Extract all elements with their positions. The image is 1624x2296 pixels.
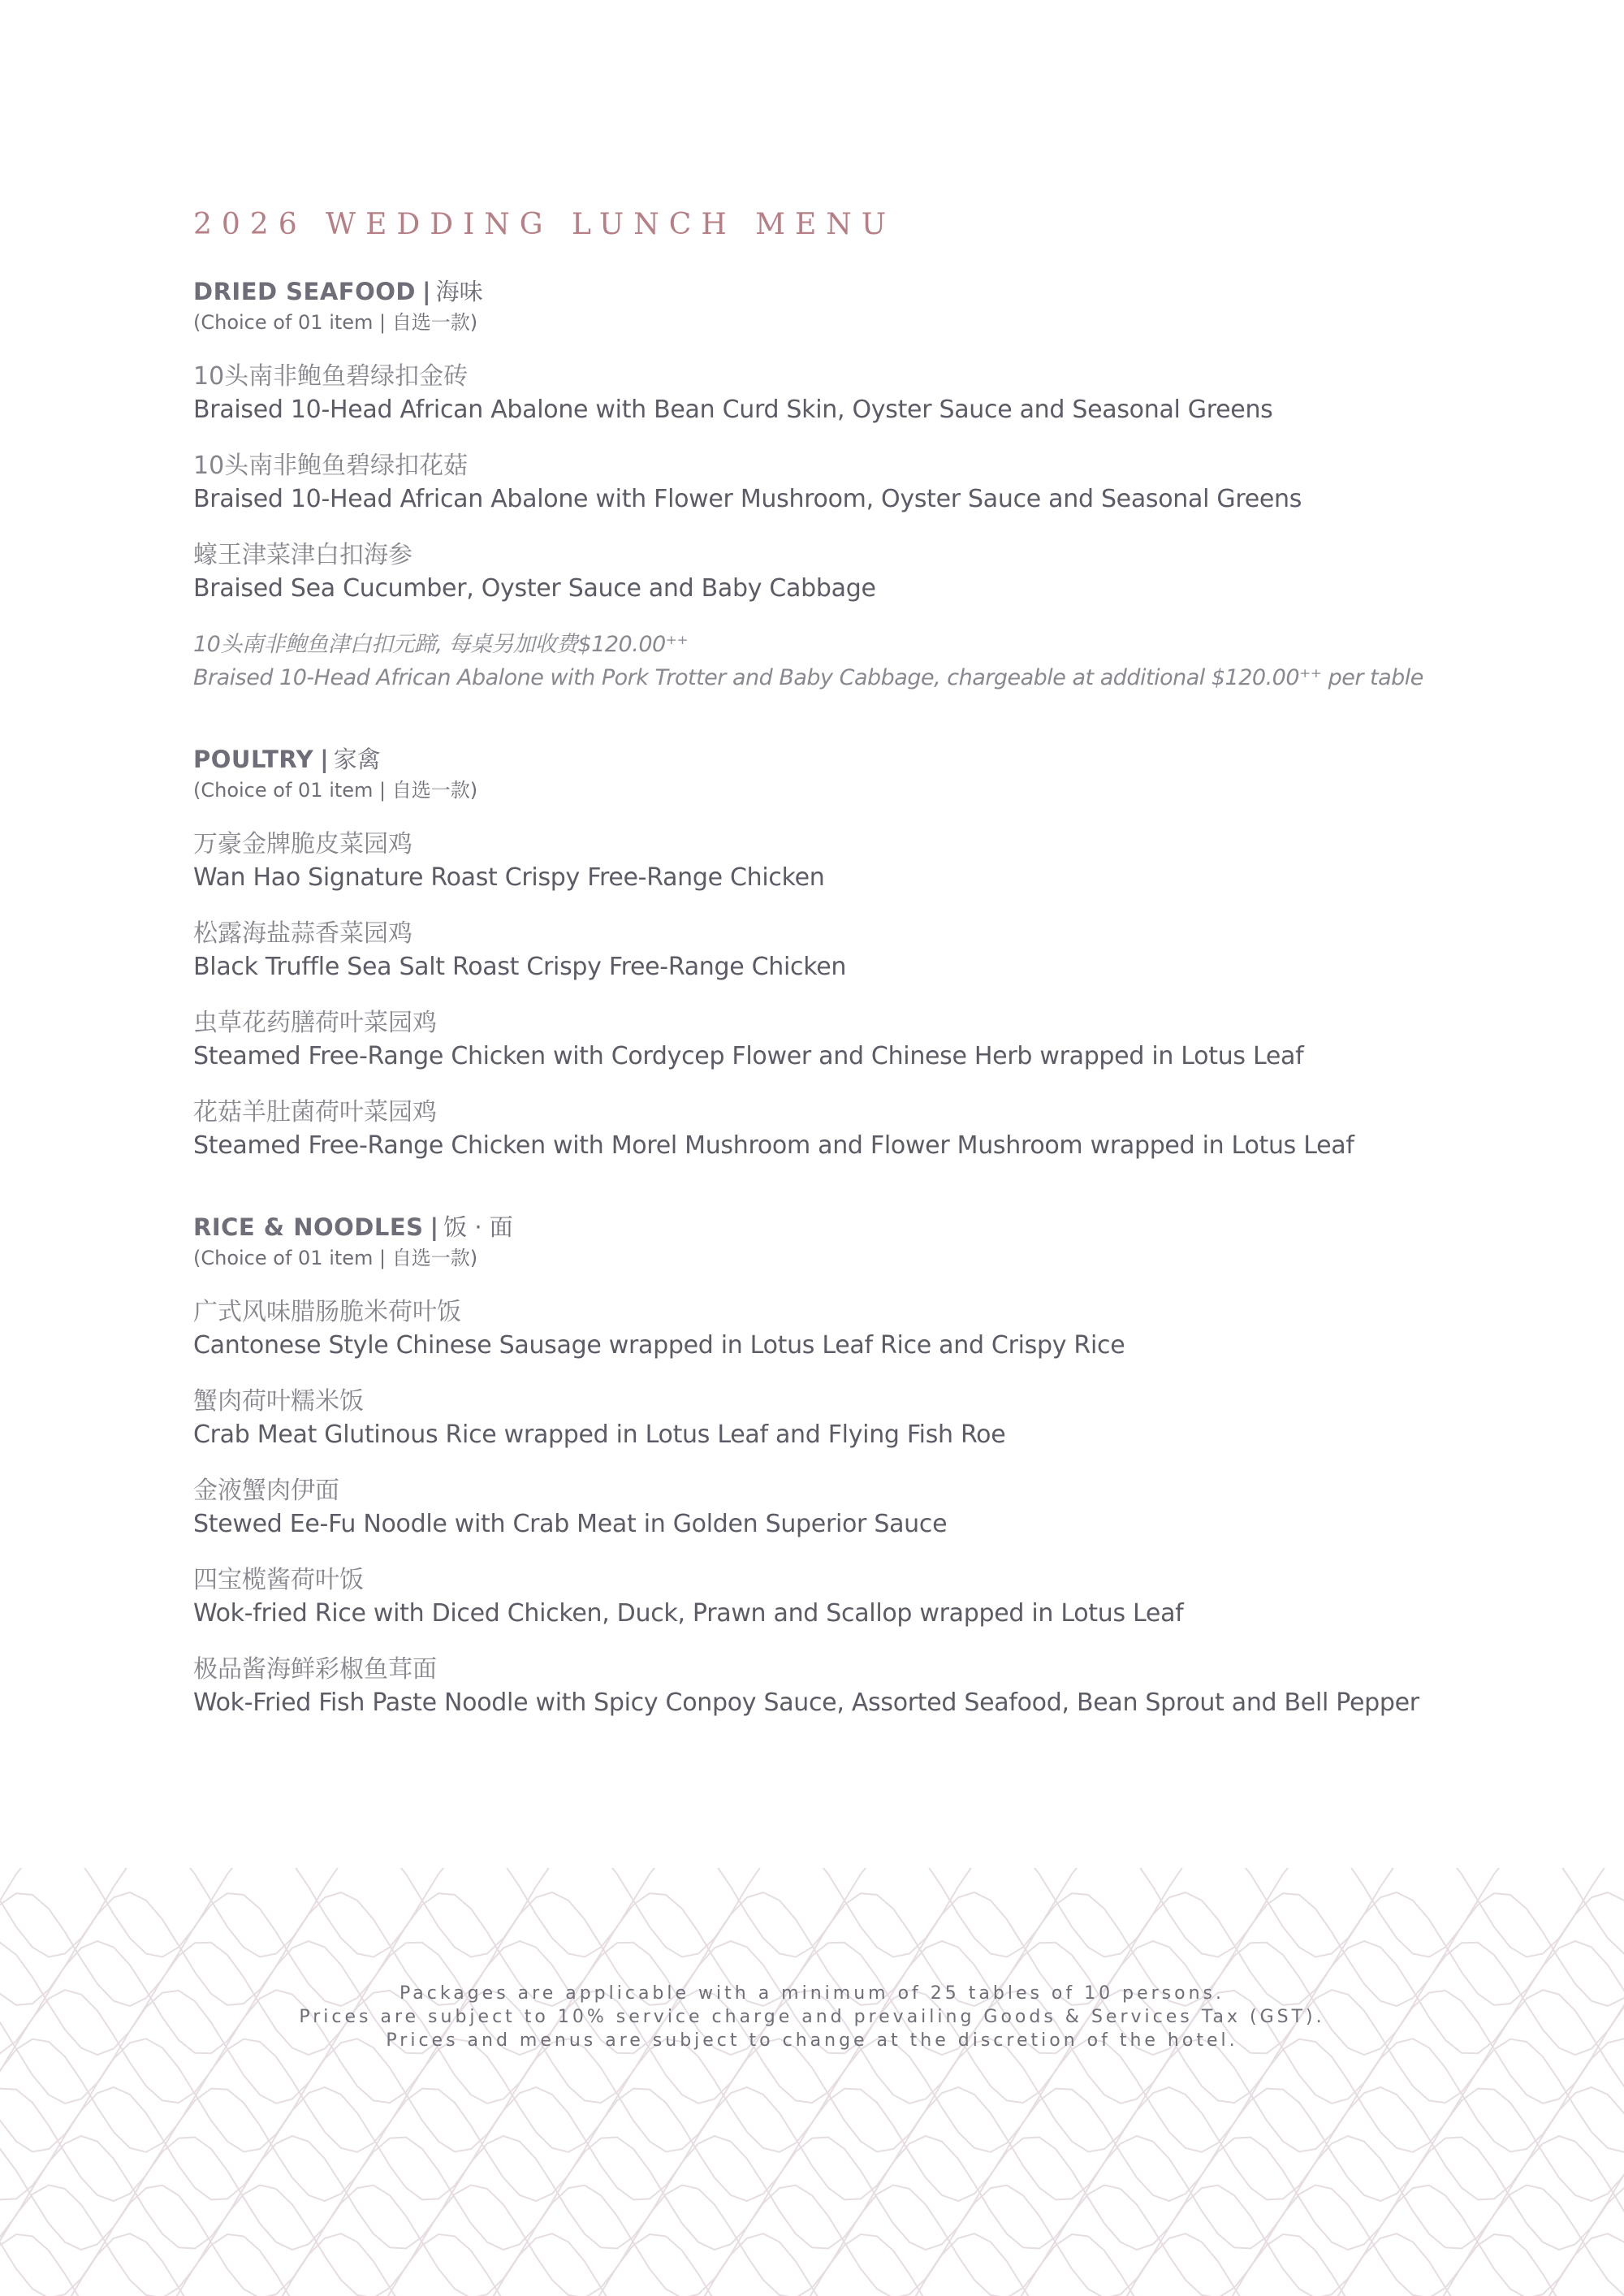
item-name-zh: 花菇羊肚菌荷叶菜园鸡 (193, 1098, 437, 1126)
item-name-zh: 10头南非鲍鱼碧绿扣金砖 (193, 362, 469, 391)
menu-item (193, 449, 1574, 516)
menu-item (193, 1006, 1574, 1073)
section-poultry (193, 743, 1574, 1162)
menu-item (193, 360, 1574, 426)
item-name-zh: 蠔王津菜津白扣海参 (193, 541, 412, 569)
wave-line (0, 2039, 1624, 2152)
wave-line (0, 2233, 1624, 2296)
item-name-zh: 极品酱海鲜彩椒鱼茸面 (193, 1655, 437, 1684)
footer-line: Packages are applicable with a minimum of 25 tables of 10 persons. (400, 1983, 1224, 2004)
menu-item (193, 1096, 1574, 1162)
item-name-en: Cantonese Style Chinese Sausage wrapped in Lotus Leaf Rice and Crispy Rice (193, 1331, 1125, 1360)
item-name-en: Steamed Free-Range Chicken with Cordycep Flower and Chinese Herb wrapped in Lotus Leaf (193, 1042, 1304, 1070)
item-name-en: Steamed Free-Range Chicken with Morel Mushroom and Flower Mushroom wrapped in Lotus Leaf (193, 1131, 1354, 1160)
menu-item (193, 1385, 1574, 1451)
item-name-zh: 松露海盐蒜香菜园鸡 (193, 919, 412, 948)
menu-item (193, 917, 1574, 984)
footer-terms (0, 1982, 1624, 2052)
item-name-zh: 金液蟹肉伊面 (193, 1477, 339, 1505)
section-name-zh: 饭 · 面 (443, 1213, 513, 1241)
menu-item (193, 1295, 1574, 1362)
wave-line (0, 2136, 1624, 2249)
section-heading (193, 1211, 1574, 1243)
section-name-en: RICE & NOODLES (193, 1213, 424, 1241)
item-name-en: Stewed Ee-Fu Noodle with Crab Meat in Golden Superior Sauce (193, 1510, 948, 1538)
menu-title: 2026 WEDDING LUNCH MENU (193, 208, 896, 241)
menu-item (193, 1653, 1574, 1719)
addon-name-en: Braised 10-Head African Abalone with Pork Trotter and Baby Cabbage, chargeable at additional $120.00⁺⁺ per table (193, 665, 1423, 690)
wave-line (0, 2039, 1624, 2151)
wave-line (0, 2186, 1624, 2296)
section-dried-seafood (193, 275, 1574, 694)
section-choice-note: (Choice of 01 item | 自选一款) (193, 1247, 478, 1269)
section-rice-noodles (193, 1211, 1574, 1719)
item-name-zh: 10头南非鲍鱼碧绿扣花菇 (193, 452, 469, 480)
wave-line (0, 1868, 1624, 1957)
section-choice-note: (Choice of 01 item | 自选一款) (193, 311, 478, 334)
item-name-zh: 万豪金牌脆皮菜园鸡 (193, 830, 412, 858)
item-name-zh: 虫草花药膳荷叶菜园鸡 (193, 1009, 437, 1037)
section-name-en: POULTRY (193, 746, 314, 773)
section-choice-note: (Choice of 01 item | 自选一款) (193, 779, 478, 802)
item-name-en: Braised 10-Head African Abalone with Bean Curd Skin, Oyster Sauce and Seasonal Greens (193, 396, 1273, 424)
menu-item (193, 1563, 1574, 1630)
item-name-zh: 蟹肉荷叶糯米饭 (193, 1387, 364, 1416)
item-name-en: Black Truffle Sea Salt Roast Crispy Free-Range Chicken (193, 953, 847, 981)
item-name-en: Braised 10-Head African Abalone with Flower Mushroom, Oyster Sauce and Seasonal Greens (193, 485, 1302, 513)
addon-item (193, 628, 1574, 694)
section-separator: | (320, 746, 329, 773)
section-name-zh: 家禽 (333, 746, 381, 773)
menu-item (193, 828, 1574, 894)
menu-item (193, 1474, 1574, 1541)
section-heading (193, 743, 1574, 776)
section-name-zh: 海味 (435, 278, 483, 305)
menu-content (193, 208, 1574, 1768)
item-name-en: Braised Sea Cucumber, Oyster Sauce and Baby Cabbage (193, 574, 876, 603)
section-heading (193, 275, 1574, 308)
wave-pattern-background (0, 1868, 1624, 2296)
item-name-en: Wok-fried Rice with Diced Chicken, Duck, Prawn and Scallop wrapped in Lotus Leaf (193, 1599, 1184, 1628)
wave-line (0, 2089, 1624, 2201)
wave-line (0, 2087, 1624, 2199)
addon-name-zh: 10头南非鲍鱼津白扣元蹄, 每桌另加收费$120.00⁺⁺ (193, 632, 689, 657)
item-name-zh: 四宝榄酱荷叶饭 (193, 1566, 364, 1594)
item-name-zh: 广式风味腊肠脆米荷叶饭 (193, 1298, 461, 1326)
item-name-en: Crab Meat Glutinous Rice wrapped in Lotus Leaf and Flying Fish Roe (193, 1420, 1006, 1449)
item-name-en: Wok-Fried Fish Paste Noodle with Spicy Conpoy Sauce, Assorted Seafood, Bean Sprout and Bell Pepper (193, 1688, 1419, 1717)
footer-line: Prices are subject to 10% service charge and prevailing Goods & Services Tax (GST). (299, 2007, 1325, 2027)
wave-line (0, 1868, 1624, 1957)
item-name-en: Wan Hao Signature Roast Crispy Free-Range Chicken (193, 863, 825, 892)
section-separator: | (430, 1213, 439, 1241)
footer-line: Prices and menus are subject to change at the discretion of the hotel. (386, 2030, 1238, 2051)
menu-item (193, 538, 1574, 605)
section-name-en: DRIED SEAFOOD (193, 278, 416, 305)
section-separator: | (422, 278, 431, 305)
